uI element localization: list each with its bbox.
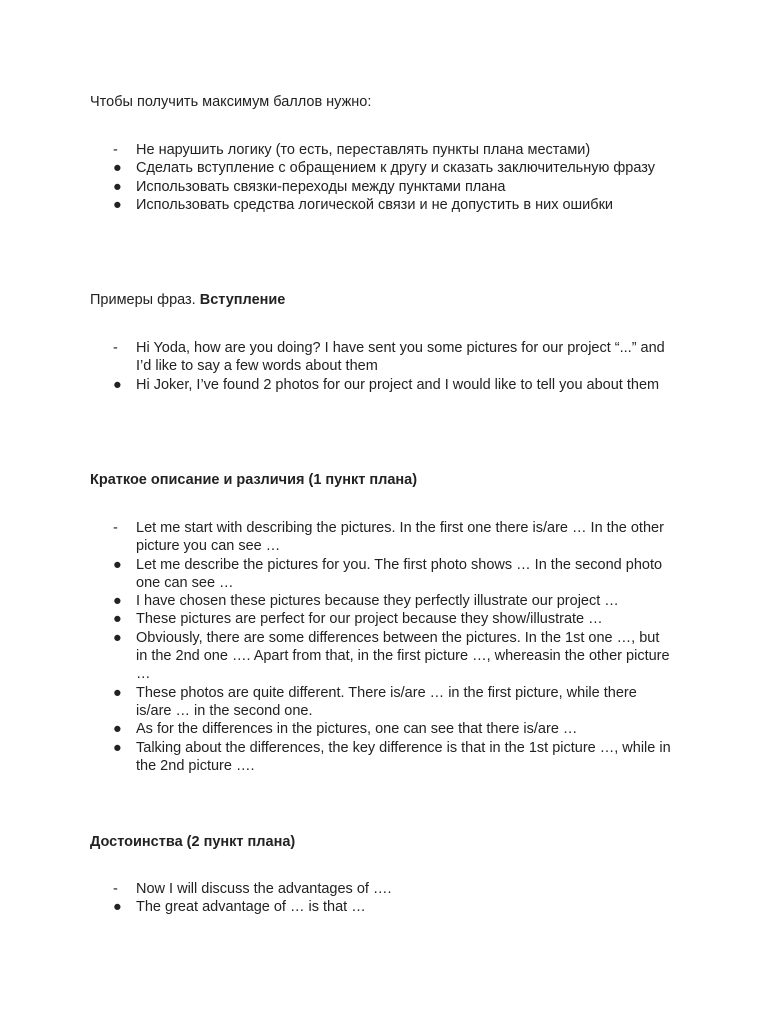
section-heading <box>90 833 295 851</box>
intro-line: Чтобы получить максимум баллов нужно: <box>90 94 372 110</box>
list-item-text: These pictures are perfect for our project because they show/illustrate … <box>136 611 603 628</box>
list-item-text: Let me describe the pictures for you. The first photo shows … In the second photo one can see … <box>136 556 663 591</box>
list-item-text: The great advantage of … is that … <box>136 899 366 916</box>
list-item <box>113 684 673 721</box>
list-item <box>113 610 673 628</box>
list-item-text: Использовать средства логической связи и не допустить в них ошибки <box>136 196 614 213</box>
list-item-text: Использовать связки-переходы между пунктами плана <box>136 178 506 195</box>
requirements-list <box>113 141 673 214</box>
bullet-marker: ● <box>113 376 122 393</box>
intro-phrases-list <box>113 339 673 394</box>
bullet-marker: ● <box>113 593 122 610</box>
examples-heading <box>90 291 285 309</box>
list-item-text: These photos are quite different. There is/are … in the first picture, while there is/are … in the second one. <box>136 684 637 719</box>
list-item-text: Let me start with describing the pictures. In the first one there is/are … In the other picture you can see … <box>136 520 664 555</box>
list-item <box>113 898 673 916</box>
list-item <box>113 592 673 610</box>
list-item-text: Obviously, there are some differences between the pictures. In the 1st one …, but in the 2nd one …. Apart from that, in the first picture …, whereasin the other picture … <box>136 629 670 683</box>
bullet-marker: ● <box>113 178 122 195</box>
list-item <box>113 196 673 214</box>
list-item <box>113 629 673 684</box>
bullet-marker: ● <box>113 556 122 573</box>
bullet-marker: ● <box>113 739 122 756</box>
advantages-phrases-list <box>113 880 673 917</box>
list-item-text: Сделать вступление с обращением к другу и сказать заключительную фразу <box>136 160 656 177</box>
description-phrases-list <box>113 519 673 775</box>
list-item-text: Не нарушить логику (то есть, переставлять пункты плана местами) <box>136 142 591 158</box>
list-item <box>113 376 673 394</box>
bullet-marker: ● <box>113 196 122 213</box>
bullet-marker: ● <box>113 684 122 701</box>
list-item-text: Hi Joker, I’ve found 2 photos for our project and I would like to tell you about them <box>136 376 660 393</box>
examples-prefix: Примеры фраз. <box>90 292 200 308</box>
dash-marker: - <box>113 881 118 897</box>
list-item-text: Now I will discuss the advantages of …. <box>136 881 392 897</box>
intro-section-title: Вступление <box>199 292 286 308</box>
section2-title: Достоинства (2 пункт плана) <box>90 834 296 850</box>
list-item-text: I have chosen these pictures because they perfectly illustrate our project … <box>136 593 619 610</box>
list-item-text: Talking about the differences, the key difference is that in the 1st picture …, while in the 2nd picture …. <box>136 739 671 774</box>
list-item <box>113 880 673 898</box>
list-item <box>113 159 673 177</box>
bullet-marker: ● <box>113 721 122 738</box>
dash-marker: - <box>113 340 118 356</box>
bullet-marker: ● <box>113 611 122 628</box>
list-item <box>113 178 673 196</box>
list-item <box>113 739 673 776</box>
section-heading <box>90 471 417 489</box>
bullet-marker: ● <box>113 899 122 916</box>
list-item <box>113 339 673 376</box>
bullet-marker: ● <box>113 160 122 177</box>
dash-marker: - <box>113 520 118 536</box>
list-item <box>113 556 673 593</box>
section1-title: Краткое описание и различия (1 пункт плана) <box>90 472 418 488</box>
dash-marker: - <box>113 142 118 158</box>
list-item-text: Hi Yoda, how are you doing? I have sent you some pictures for our project “...” and I’d like to say a few words about them <box>136 340 665 375</box>
list-item-text: As for the differences in the pictures, one can see that there is/are … <box>136 721 578 738</box>
bullet-marker: ● <box>113 629 122 646</box>
list-item <box>113 720 673 738</box>
list-item <box>113 141 673 159</box>
list-item <box>113 519 673 556</box>
